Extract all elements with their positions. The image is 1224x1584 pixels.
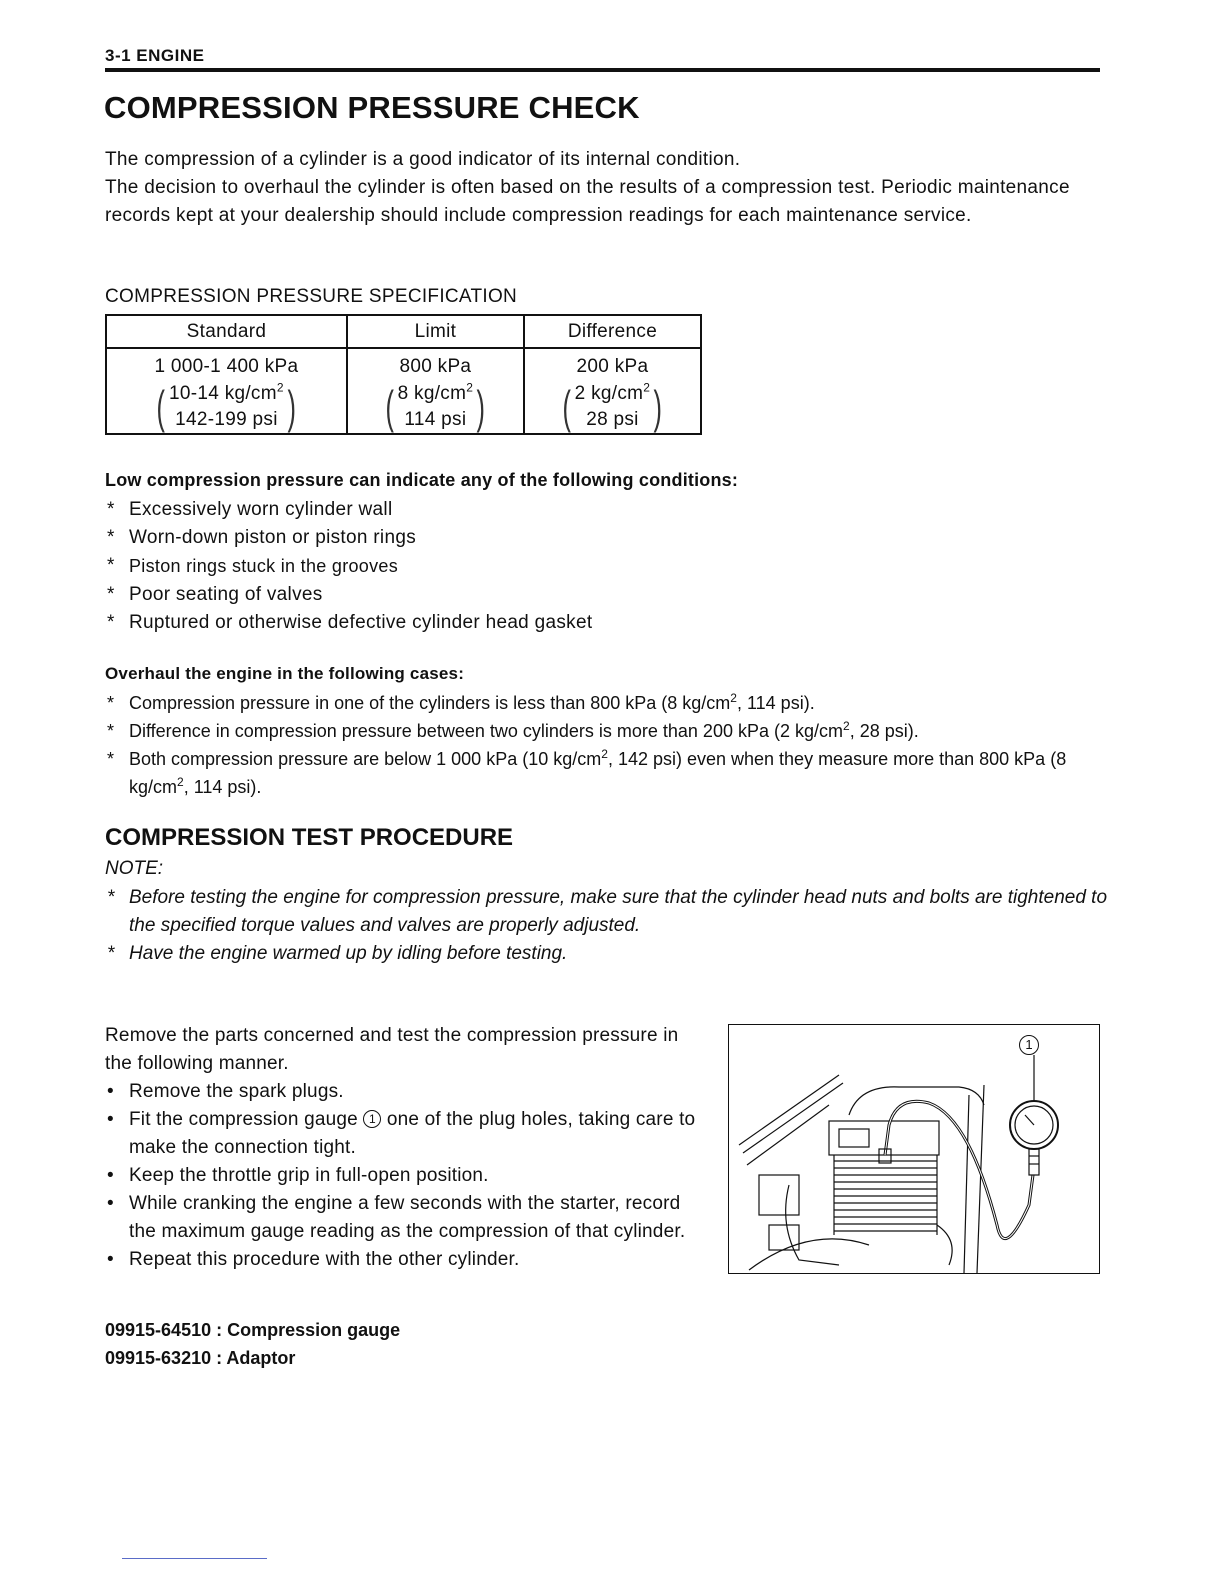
callout-1-inline: 1 <box>363 1110 381 1128</box>
list-item: • Keep the throttle grip in full-open position. <box>107 1165 489 1186</box>
standard-kpa: 1 000-1 400 kPa <box>154 356 299 377</box>
spec-table-title: COMPRESSION PRESSURE SPECIFICATION <box>105 286 518 307</box>
overhaul-list <box>105 689 1115 801</box>
note-label: NOTE: <box>105 858 164 879</box>
procedure-steps <box>105 1078 705 1274</box>
list-item: * Poor seating of valves <box>107 584 323 605</box>
limit-kgcm2: 8 $kg/cm^2$ <box>397 380 474 404</box>
list-item: • While cranking the engine a few seconds with the starter, record the maximum gauge reading as the compression of that cylinder. <box>107 1193 686 1242</box>
spec-cell-limit: 800 kPa ( 8 $kg/cm^2$ 114 psi ) <box>347 348 524 434</box>
spec-cell-difference: 200 kPa ( 2 $kg/cm^2$ 28 psi ) <box>524 348 701 434</box>
overhaul-heading: Overhaul the engine in the following cases: <box>105 664 465 683</box>
standard-psi: 142-199 psi <box>175 409 278 430</box>
spec-header-difference: Difference <box>524 315 701 348</box>
page-header <box>105 46 1100 72</box>
footer-rule <box>122 1558 267 1559</box>
limit-kpa: 800 kPa <box>399 356 472 377</box>
tool-compression-gauge: 09915-64510 : Compression gauge <box>105 1320 401 1340</box>
list-item: * Difference in compression pressure between two cylinders is more than 200 kPa (2 $kg/cm^2$, 28 psi). <box>107 719 919 741</box>
list-item: * Both compression pressure are below 1 000 kPa (10 $kg/cm^2$, 142 psi) even when they measure more than 800 kPa (8 $kg/cm^2$, 114 psi). <box>107 747 1067 797</box>
list-item: * Compression pressure in one of the cylinders is less than 800 kPa (8 $kg/cm^2$, 114 psi). <box>107 691 815 713</box>
spec-table-row <box>106 348 701 434</box>
low-compression-list <box>105 496 592 637</box>
intro-text <box>105 146 1117 230</box>
list-item: * Ruptured or otherwise defective cylinder head gasket <box>107 612 593 633</box>
difference-psi: 28 psi <box>586 409 639 430</box>
spec-header-standard: Standard <box>106 315 347 348</box>
difference-kgcm2: 2 $kg/cm^2$ <box>574 380 651 404</box>
spec-header-limit: Limit <box>347 315 524 348</box>
list-item: • Remove the spark plugs. <box>107 1081 344 1102</box>
list-item: * Before testing the engine for compression pressure, make sure that the cylinder head nuts and bolts are tightened to the specified torque values and valves are properly adjusted. <box>107 887 1108 936</box>
spec-table <box>105 314 702 435</box>
difference-kpa: 200 kPa <box>576 356 649 377</box>
note-list <box>105 884 1117 968</box>
standard-kgcm2: 10-14 $kg/cm^2$ <box>169 380 284 404</box>
list-item: * Excessively worn cylinder wall <box>107 499 393 520</box>
low-compression-heading: Low compression pressure can indicate any of the following conditions: <box>105 470 739 490</box>
procedure-title: COMPRESSION TEST PROCEDURE <box>105 824 514 851</box>
procedure-intro: Remove the parts concerned and test the compression pressure in the following manner. <box>105 1025 679 1074</box>
list-item: * Have the engine warmed up by idling before testing. <box>107 943 568 964</box>
section-label: 3-1 ENGINE <box>105 46 205 65</box>
intro-line-2: The decision to overhaul the cylinder is often based on the results of a compression test. Periodic maintenance records kept at your dealership should include compression readings for each maintenance service. <box>105 177 1070 226</box>
engine-gauge-drawing <box>729 1025 1101 1275</box>
list-item: • Repeat this procedure with the other cylinder. <box>107 1249 520 1270</box>
spec-cell-standard: 1 000-1 400 kPa ( 10-14 $kg/cm^2$ 142-199 psi ) <box>106 348 347 434</box>
spec-table-header-row <box>106 315 701 348</box>
limit-psi: 114 psi <box>404 409 467 430</box>
compression-gauge-illustration <box>728 1024 1100 1274</box>
page-title: COMPRESSION PRESSURE CHECK <box>104 90 640 125</box>
list-item: * Worn-down piston or piston rings <box>107 527 416 548</box>
intro-line-1: The compression of a cylinder is a good indicator of its internal condition. <box>105 149 741 170</box>
list-item: • Fit the compression gauge 1 one of the plug holes, taking care to make the connection tight. <box>107 1109 696 1158</box>
tool-adaptor: 09915-63210 : Adaptor <box>105 1348 296 1368</box>
callout-1: 1 <box>1019 1035 1039 1055</box>
list-item: * Piston rings stuck in the grooves <box>107 555 399 576</box>
special-tools <box>105 1316 400 1372</box>
